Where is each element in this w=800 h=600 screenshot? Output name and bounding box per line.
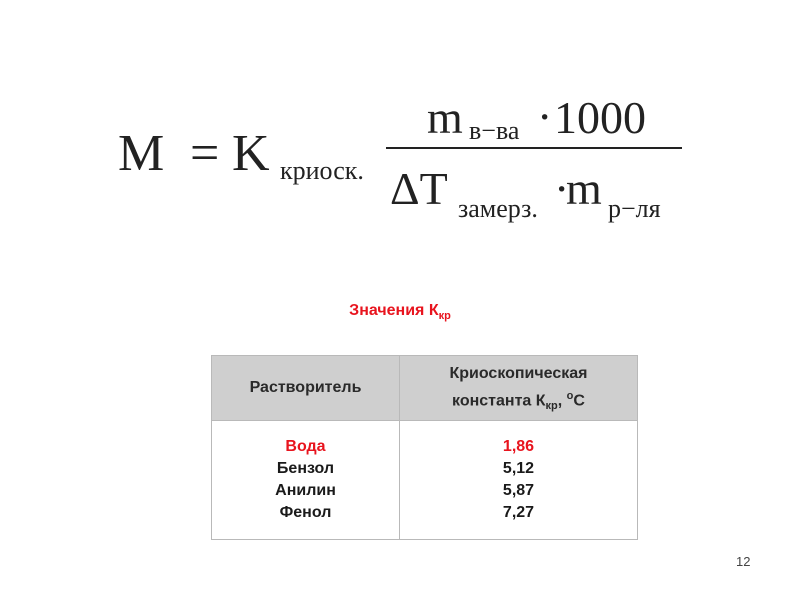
table-header-row — [212, 356, 638, 421]
table-title-text: Значения К — [349, 302, 439, 319]
header-constant-subscript: кр — [545, 400, 558, 413]
table-title — [0, 302, 800, 320]
formula-fraction-line — [386, 147, 682, 149]
formula-equals-sign: = — [190, 125, 220, 182]
header-constant-label: константа К — [452, 392, 546, 410]
constant-phenol: 7,27 — [502, 504, 535, 521]
header-constant-line1: Криоскопическая — [449, 364, 588, 382]
header-solvent-label: Растворитель — [249, 379, 362, 396]
header-constant-separator: , — [557, 392, 567, 410]
cryoscopic-constants-table — [211, 355, 638, 540]
page-number: 12 — [736, 554, 751, 569]
solvent-list-cell — [212, 421, 400, 540]
cryoscopic-formula — [0, 0, 800, 260]
table-title-subscript: кр — [438, 310, 451, 322]
formula-k-symbol: K — [232, 125, 270, 182]
header-degree-symbol: о — [566, 389, 574, 402]
constant-benzene: 5,12 — [502, 460, 535, 477]
solvent-benzene: Бензол — [276, 460, 335, 477]
header-constant-line2 — [400, 385, 637, 413]
formula-molar-mass-symbol: M — [118, 125, 165, 182]
header-solvent — [212, 356, 400, 421]
formula-denominator-mass: m — [566, 163, 602, 214]
table-body-row — [212, 421, 638, 540]
constant-list-cell — [400, 421, 638, 540]
formula-denominator-subscript-freezing: замерз. — [458, 194, 538, 223]
header-constant — [400, 356, 638, 421]
formula-denominator-delta-t: ΔT — [390, 163, 448, 214]
formula-denominator-subscript-solvent: р−ля — [608, 194, 661, 223]
formula-numerator-dot: · — [537, 91, 553, 142]
formula-numerator-subscript: в−ва — [469, 116, 520, 145]
solvent-aniline: Анилин — [275, 482, 336, 499]
constant-aniline: 5,87 — [502, 482, 535, 499]
formula-numerator-factor: 1000 — [554, 92, 646, 143]
header-unit: С — [573, 392, 585, 410]
formula-numerator-mass: m — [427, 92, 463, 143]
formula-k-subscript: криоск. — [280, 156, 364, 185]
solvent-water: Вода — [285, 438, 326, 455]
constant-water: 1,86 — [502, 438, 535, 455]
formula-denominator-dot: · — [554, 163, 570, 214]
solvent-phenol: Фенол — [279, 504, 332, 521]
